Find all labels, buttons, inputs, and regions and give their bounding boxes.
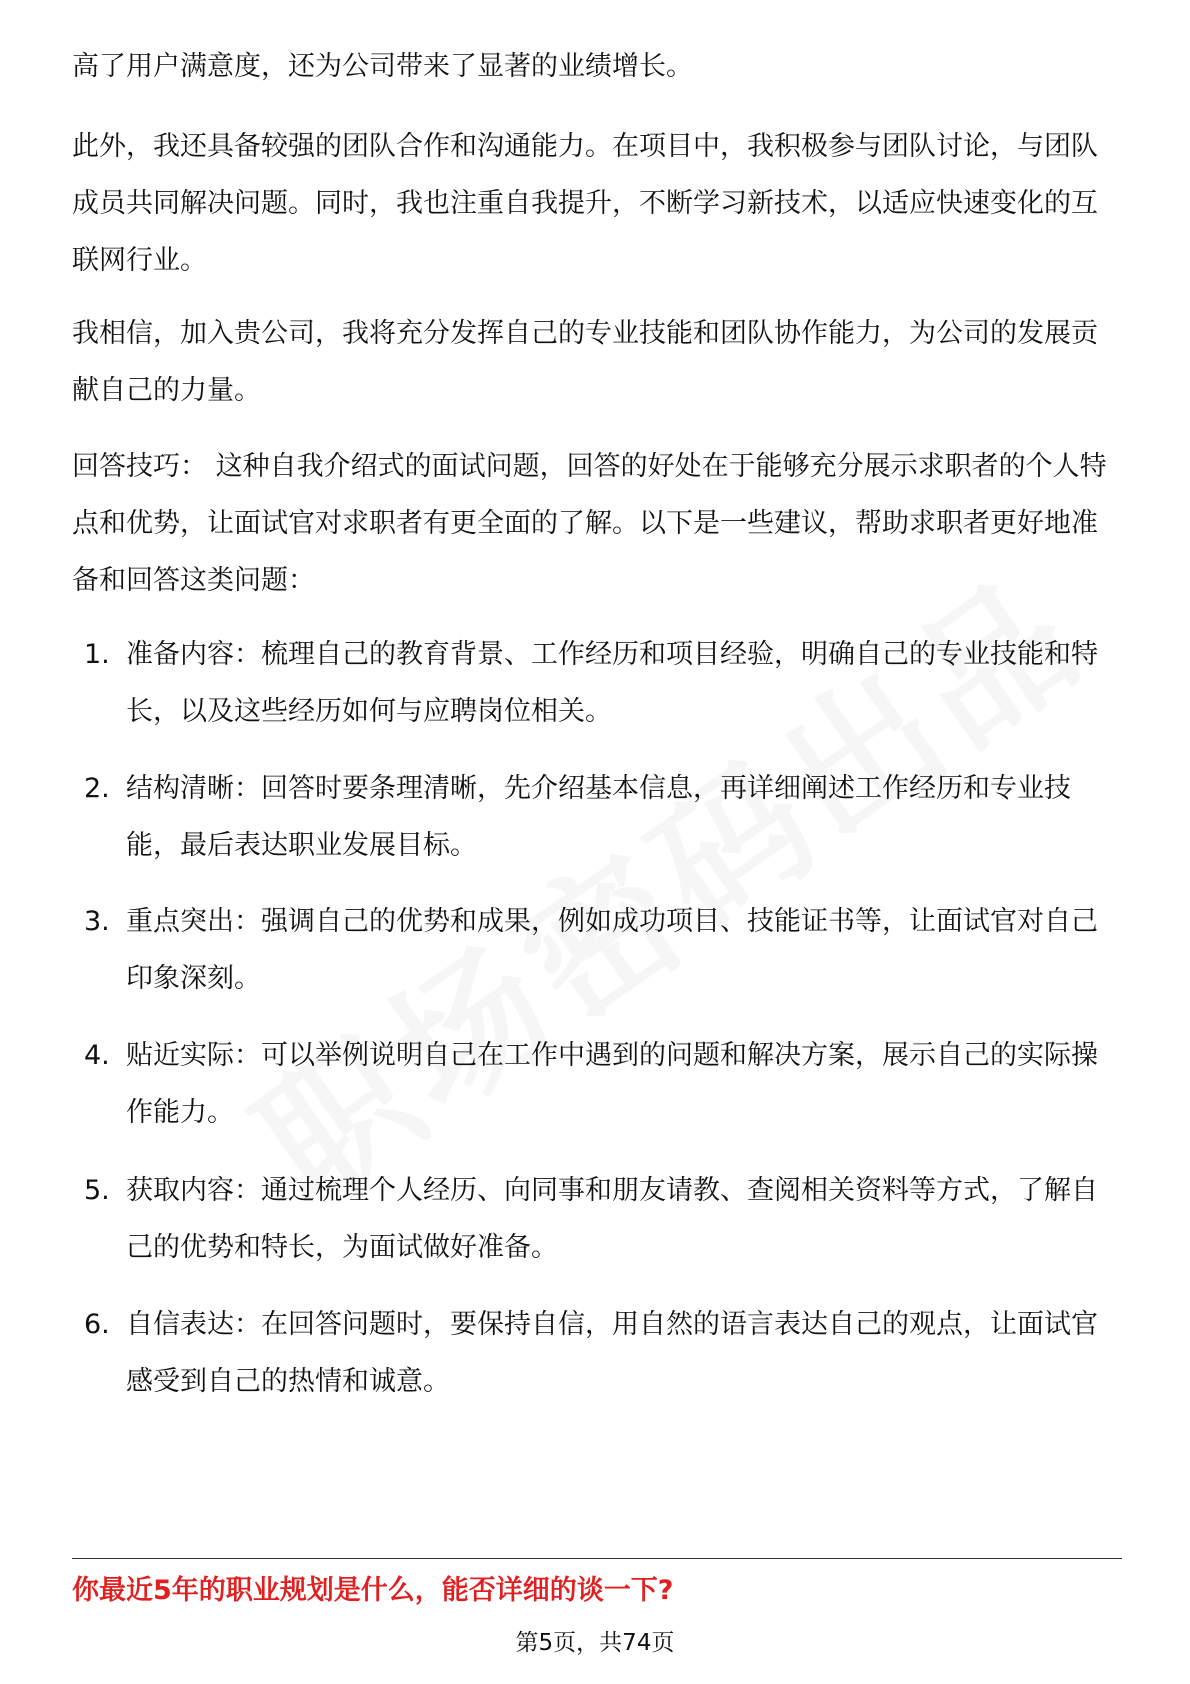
- tip-number: 6.: [84, 1309, 110, 1340]
- page-number-footer: 第5页，共74页: [515, 1630, 675, 1656]
- tip-text: 获取内容：通过梳理个人经历、向同事和朋友请教、查阅相关资料等方式，了解自己的优势和特长，为面试做好准备。: [126, 1175, 1098, 1263]
- tip-text: 准备内容：梳理自己的教育背景、工作经历和项目经验，明确自己的专业技能和特长，以及这些经历如何与应聘岗位相关。: [126, 639, 1098, 727]
- next-question-heading: 你最近5年的职业规划是什么，能否详细的谈一下?: [72, 1575, 674, 1606]
- divider-line: [72, 1558, 1122, 1559]
- tip-text: 重点突出：强调自己的优势和成果，例如成功项目、技能证书等，让面试官对自己印象深刻。: [126, 906, 1098, 994]
- tip-text: 自信表达：在回答问题时，要保持自信，用自然的语言表达自己的观点，让面试官感受到自己的热情和诚意。: [126, 1309, 1098, 1397]
- tip-number: 3.: [84, 906, 110, 937]
- tip-number: 4.: [84, 1040, 110, 1071]
- tip-number: 1.: [84, 639, 110, 670]
- paragraph-intro-end: 高了用户满意度，还为公司带来了显著的业绩增长。: [72, 51, 693, 82]
- tip-number: 5.: [84, 1175, 110, 1206]
- tip-text: 贴近实际：可以举例说明自己在工作中遇到的问题和解决方案，展示自己的实际操作能力。: [126, 1040, 1098, 1128]
- paragraph-teamwork: 此外，我还具备较强的团队合作和沟通能力。在项目中，我积极参与团队讨论，与团队成员共同解决问题。同时，我也注重自我提升，不断学习新技术，以适应快速变化的互联网行业。: [72, 131, 1098, 276]
- tip-number: 2.: [84, 773, 110, 804]
- tip-text: 结构清晰：回答时要条理清晰，先介绍基本信息，再详细阐述工作经历和专业技能，最后表达职业发展目标。: [126, 773, 1071, 861]
- paragraph-answer-tips: 回答技巧： 这种自我介绍式的面试问题，回答的好处在于能够充分展示求职者的个人特点和优势，让面试官对求职者有更全面的了解。以下是一些建议，帮助求职者更好地准备和回答这类问题：: [72, 451, 1107, 596]
- paragraph-belief: 我相信，加入贵公司，我将充分发挥自己的专业技能和团队协作能力，为公司的发展贡献自己的力量。: [72, 318, 1098, 406]
